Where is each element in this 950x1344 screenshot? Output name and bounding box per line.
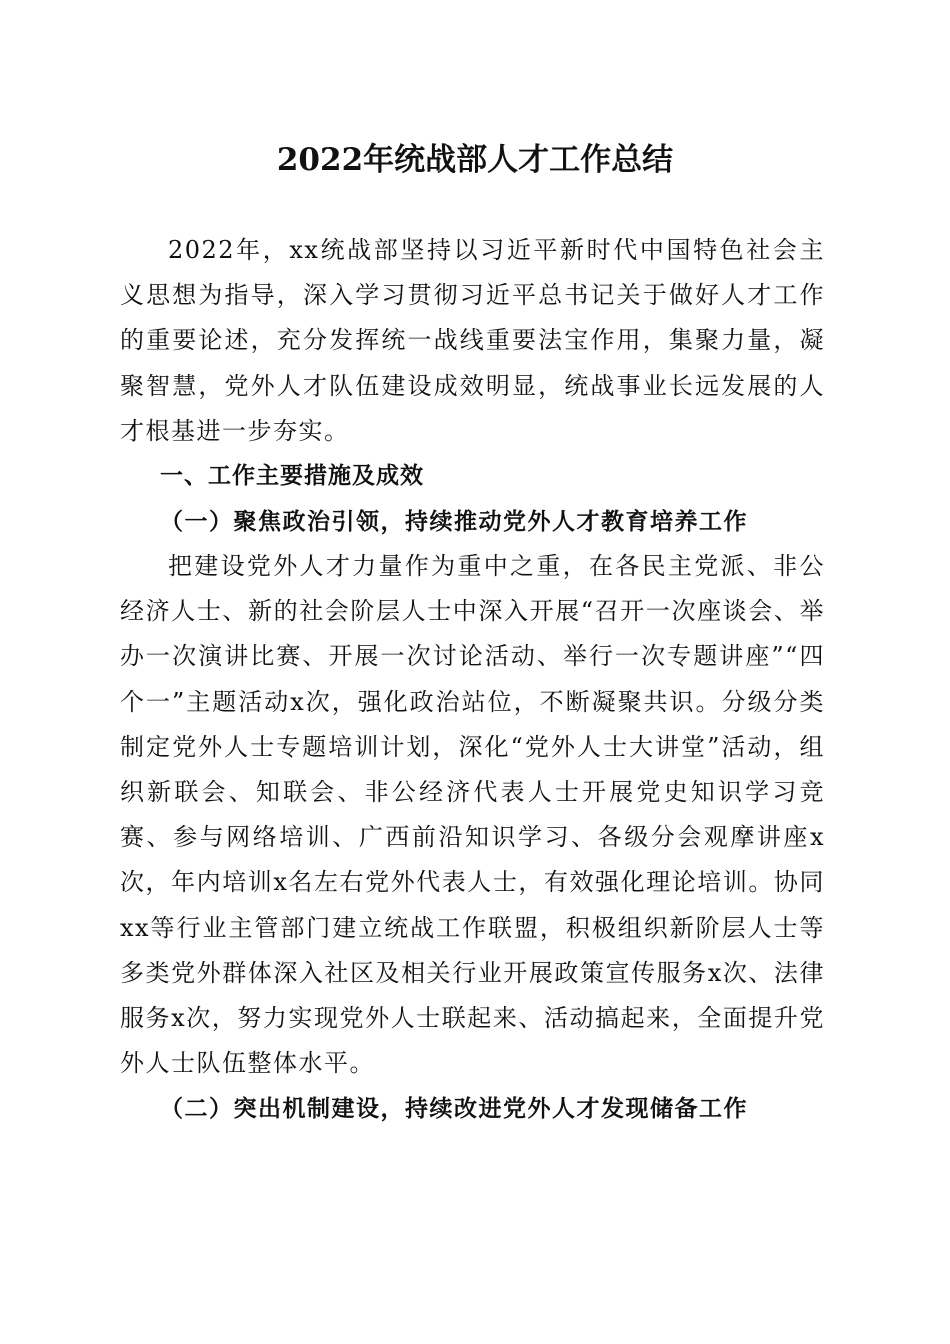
section-heading-1: 一、工作主要措施及成效	[160, 463, 424, 490]
subsection-heading-1: （一）聚焦政治引领，持续推动党外人才教育培养工作	[160, 508, 748, 536]
subsection-heading-2: （二）突出机制建设，持续改进党外人才发现储备工作	[160, 1095, 748, 1123]
intro-paragraph: 2022年，xx统战部坚持以习近平新时代中国特色社会主义思想为指导，深入学习贯彻习近平总书记关于做好人才工作的重要论述，充分发挥统一战线重要法宝作用，集聚力量，凝聚智慧，党外人才队伍建设成效明显，统战事业长远发展的人才根基进一步夯实。	[120, 236, 825, 445]
subsection-1-paragraph: 把建设党外人才力量作为重中之重，在各民主党派、非公经济人士、新的社会阶层人士中深入开展“召开一次座谈会、举办一次演讲比赛、开展一次讨论活动、举行一次专题讲座”“四个一”主题活动x次，强化政治站位，不断凝聚共识。分级分类制定党外人士专题培训计划，深化“党外人士大讲堂”活动，组织新联会、知联会、非公经济代表人士开展党史知识学习竞赛、参与网络培训、广西前沿知识学习、各级分会观摩讲座x次，年内培训x名左右党外代表人士，有效强化理论培训。协同xx等行业主管部门建立统战工作联盟，积极组织新阶层人士等多类党外群体深入社区及相关行业开展政策宣传服务x次、法律服务x次，努力实现党外人士联起来、活动搞起来，全面提升党外人士队伍整体水平。	[120, 552, 825, 1078]
document-title: 2022年统战部人才工作总结	[276, 142, 674, 178]
document-body	[120, 228, 825, 1131]
